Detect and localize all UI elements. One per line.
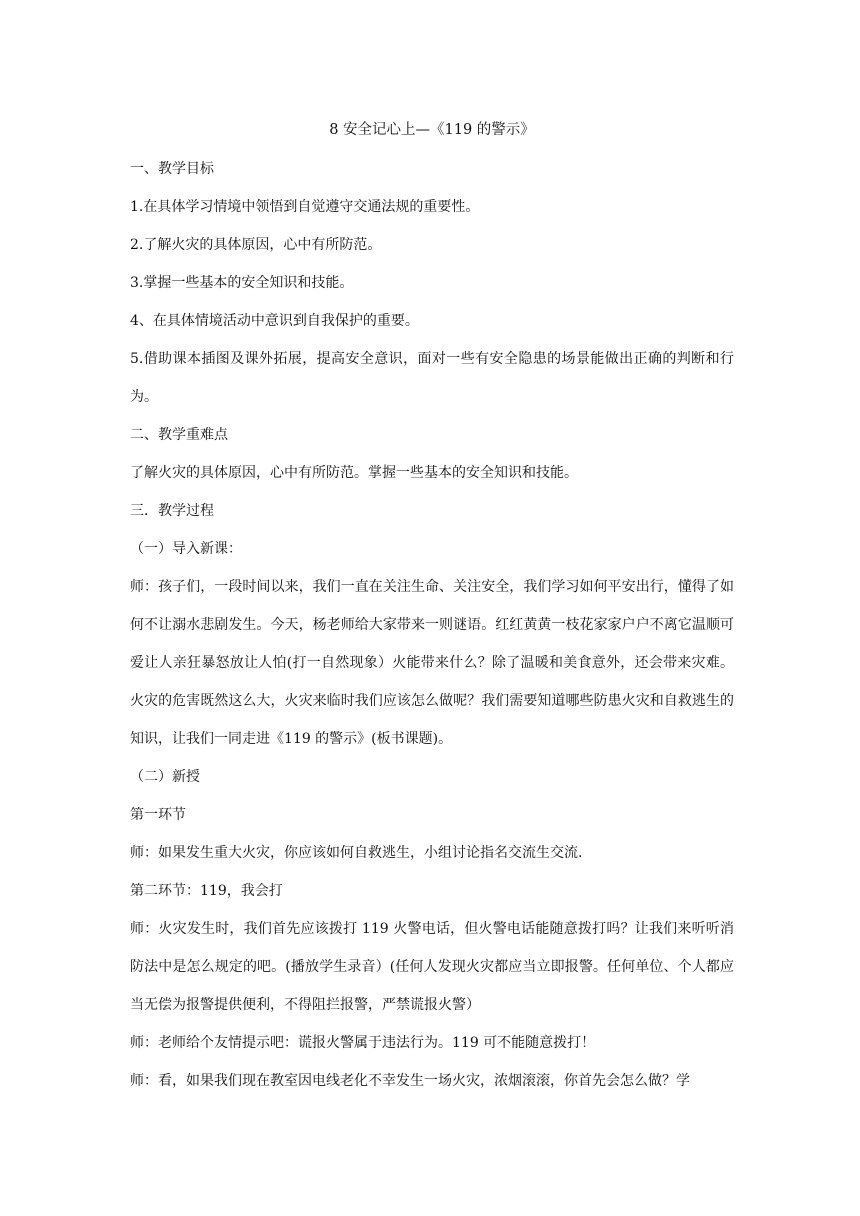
document-title: 8 安全记心上—《119 的警示》 xyxy=(329,122,535,138)
step-2-paragraph: 师：火灾发生时，我们首先应该拨打 119 火警电话，但火警电话能随意拨打吗？让我们来听听消防法中是怎么规定的吧。(播放学生录音）(任何人发现火灾都应当立即报警。任何单位、个人都应当无偿为报警提供便利，不得阻拦报警，严禁谎报火警） xyxy=(130,921,734,1013)
document-body xyxy=(130,118,734,1107)
key-points-text: 了解火灾的具体原因，心中有所防范。掌握一些基本的安全知识和技能。 xyxy=(130,465,578,481)
objective-item-2: 2.了解火灾的具体原因，心中有所防范。 xyxy=(130,237,382,253)
section-heading-process: 三．教学过程 xyxy=(130,503,214,519)
objective-item-3: 3.掌握一些基本的安全知识和技能。 xyxy=(130,275,354,291)
step-1-text: 师：如果发生重大火灾，你应该如何自救逃生，小组讨论指名交流生交流. xyxy=(130,845,583,861)
objective-item-1: 1.在具体学习情境中领悟到自觉遵守交通法规的重要性。 xyxy=(130,199,480,215)
step-heading-1: 第一环节 xyxy=(130,807,186,823)
section-heading-objectives: 一、教学目标 xyxy=(130,161,214,177)
objective-item-5: 5.借助课本插图及课外拓展，提高安全意识，面对一些有安全隐患的场景能做出正确的判断和行为。 xyxy=(130,351,734,405)
subsection-heading-intro: （一）导入新课： xyxy=(130,541,242,557)
intro-paragraph: 师：孩子们，一段时间以来，我们一直在关注生命、关注安全，我们学习如何平安出行，懂得了如何不让溺水悲剧发生。今天，杨老师给大家带来一则谜语。红红黄黄一枝花家家户户不离它温顺可爱让人亲狂暴怒放让人怕(打一自然现象）火能带来什么？除了温暖和美食意外，还会带来灾难。火灾的危害既然这么大，火灾来临时我们应该怎么做呢？我们需要知道哪些防患火灾和自救逃生的知识，让我们一同走进《119 的警示》(板书课题)。 xyxy=(130,579,734,747)
teacher-tip-text: 师：老师给个友情提示吧：谎报火警属于违法行为。119 可不能随意拨打！ xyxy=(130,1035,596,1051)
objective-item-4: 4、在具体情境活动中意识到自我保护的重要。 xyxy=(130,313,419,329)
step-heading-2: 第二环节：119，我会打 xyxy=(130,883,283,899)
classroom-fire-question: 师：看，如果我们现在教室因电线老化不幸发生一场火灾，浓烟滚滚，你首先会怎么做？学 xyxy=(130,1073,690,1089)
subsection-heading-new-lesson: （二）新授 xyxy=(130,769,200,785)
section-heading-key-points: 二、教学重难点 xyxy=(130,427,228,443)
